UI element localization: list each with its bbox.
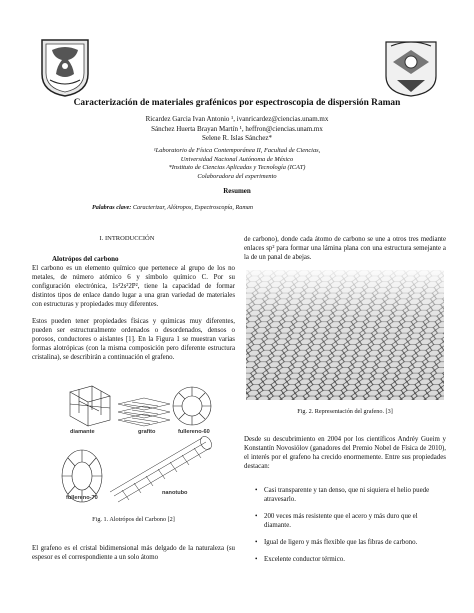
keywords: [92, 204, 253, 211]
figure-1: [52, 382, 216, 508]
unam-logo: [38, 36, 92, 98]
graphite-layers: [118, 398, 170, 426]
affiliation-line: Colaboradora del experimento: [197, 172, 277, 180]
author-line: Ricardez Garcia Ivan Antonio ¹, ivanricardez@ciencias.unam.mx: [145, 115, 329, 123]
affiliation-line: *Instituto de Ciencias Aplicadas y Tecnología (ICAT): [168, 164, 306, 172]
abstract-heading: Resumen: [223, 187, 251, 195]
section-heading: I. INTRODUCCIÓN: [99, 235, 155, 242]
figure-1-caption: [32, 516, 235, 523]
caption-text: 2. Representación del grafeno. [3]: [308, 408, 393, 415]
author-line: Sánchez Huerta Brayan Martín ¹, heffron@ciencias.unam.mx: [151, 124, 323, 133]
figure-label: nanotubo: [162, 490, 188, 496]
figure-2-caption: [244, 408, 446, 415]
author-line: Selene R. Islas Sánchez*: [202, 134, 272, 143]
right-paragraph-2: Desde su descubrimiento en 2004 por los científicos Andréy Gueim y Konstantín Novosiólov (ganadores del Premio Nobel de Física de 2010), el interés por el grafeno ha crecido enormemente. Entre sus propiedades destacan:: [244, 436, 446, 470]
caption-label: Fig.: [297, 408, 308, 415]
list-item: • Excelente conductor térmico.: [264, 556, 446, 565]
left-paragraph-2: Estos pueden tener propiedades físicas y químicas muy diferentes, pueden ser estructuralmente ordenados o desordenados, densos o porosos, conductores o aislantes [1]. En la Figura 1 se muestran varias formas alotrópicas (con la misma composición pero diferente estructura cristalina), se describirán a continuación el grafeno.: [32, 318, 235, 361]
figure-label: diamante: [70, 429, 95, 435]
paper-title: Caracterización de materiales grafénicos por espectroscopia de dispersión Raman: [73, 98, 401, 108]
affiliation-line: ¹Laboratorio de Física Contemporánea II, Facultad de Ciencias,: [153, 147, 321, 154]
right-paragraph-1: de carbono), donde cada átomo de carbono se une a otros tres mediante enlaces sp² para formar una lámina plana con una estructura semejante a la de un panal de abejas.: [244, 236, 446, 261]
left-paragraph-3: El grafeno es el cristal bidimensional más delgado de la naturaleza (su espesor es el correspondiente a un solo átomo: [32, 545, 235, 561]
fullerene-60: [173, 387, 211, 425]
keywords-text: Caracterizar, Alótropos, Espectroscopía, Raman: [132, 204, 253, 211]
list-item: • Igual de ligero y más flexible que las fibras de carbono.: [264, 539, 446, 548]
properties-list: [252, 487, 446, 572]
author-list: [0, 115, 474, 144]
list-item: • Casi transparente y tan denso, que ni siquiera el helio puede atravesarlo.: [264, 487, 446, 505]
caption-text: 1. Alotrópos del Carbono [2]: [103, 516, 175, 523]
affiliations: [0, 147, 474, 181]
faculty-ciencias-logo: [383, 36, 439, 98]
keywords-label: Palabras clave:: [92, 204, 132, 211]
diamond-lattice: [70, 386, 110, 426]
list-item: • 200 veces más resistente que el acero y más duro que el diamante.: [264, 513, 446, 531]
figure-2: [246, 270, 444, 400]
graphene-sheet-illustration: [246, 270, 444, 400]
figure-label: grafito: [138, 429, 156, 435]
figure-label: fullereno-70: [66, 495, 98, 501]
carbon-allotropes-illustration: [52, 382, 216, 508]
caption-label: Fig.: [92, 516, 102, 523]
left-paragraph-1: El carbono es un elemento químico que pertenece al grupo de los no metales, de número atómico 6 y símbolo químico C. Por su configuración electrónica, 1s²2s²2P², tiene la capacidad de formar distintos tipos de enlace dando lugar a una gran variedad de materiales con estructuras y propiedades muy diferentes.: [32, 265, 235, 308]
figure-label: fullereno-60: [178, 429, 210, 435]
affiliation-line: Universidad Nacional Autónoma de México: [180, 155, 294, 163]
subsection-heading: Alotrópos del carbono: [52, 255, 119, 263]
